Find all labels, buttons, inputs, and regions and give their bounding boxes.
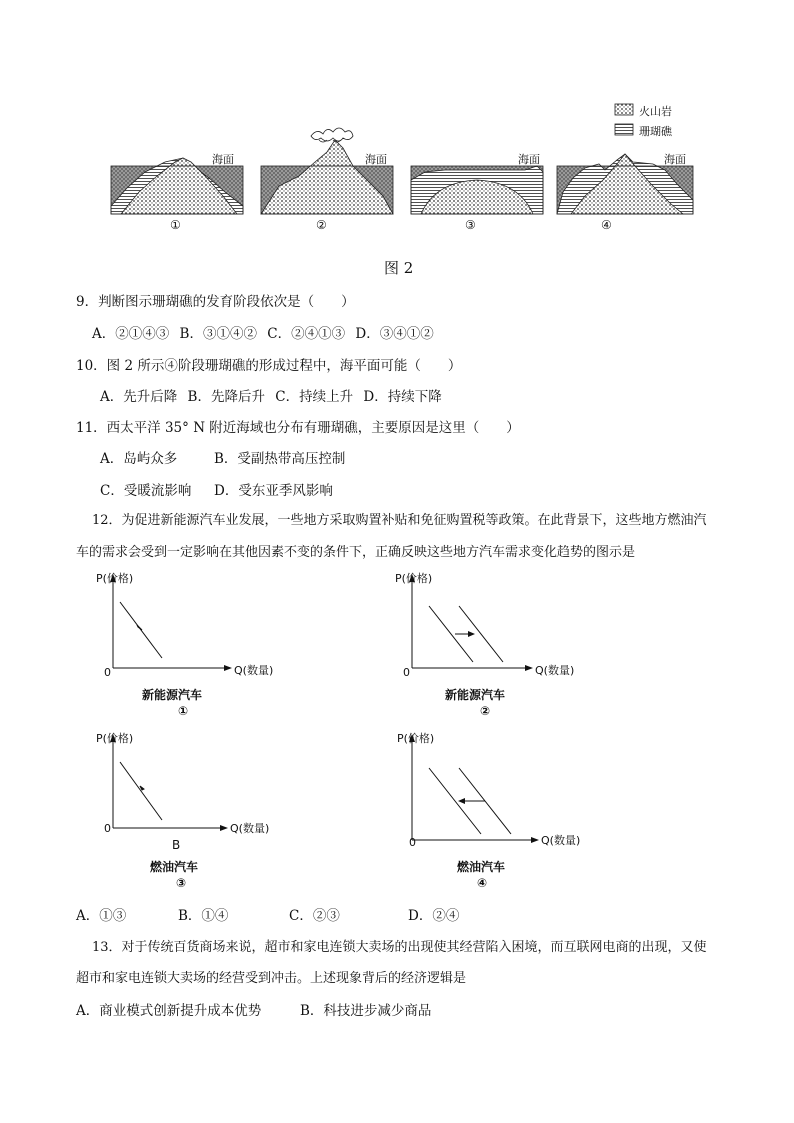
graph-number: ①: [178, 704, 189, 718]
panel-2: [261, 128, 393, 214]
graph-title: 新能源汽车: [445, 688, 506, 702]
legend-coral-swatch: [615, 124, 633, 135]
graph-number: ②: [480, 704, 491, 718]
graph-title: 新能源汽车: [142, 688, 203, 702]
option-b[interactable]: B．科技进步减少商品: [300, 1003, 432, 1019]
sea-level-label: 海面: [365, 153, 387, 166]
option-c[interactable]: C．持续上升: [275, 389, 354, 405]
option-c[interactable]: C．②③: [289, 908, 340, 924]
x-axis-label: Q(数量): [535, 664, 575, 677]
option-c[interactable]: C．受暖流影响: [100, 483, 192, 499]
graph-number: ③: [176, 876, 187, 890]
legend-coral-label: 珊瑚礁: [639, 125, 672, 138]
option-d[interactable]: D．③④①②: [355, 326, 434, 342]
graph-title: 燃油汽车: [150, 860, 199, 874]
panel-label: ④: [601, 218, 612, 232]
option-a[interactable]: A．先升后降: [100, 389, 178, 405]
graph-title: 燃油汽车: [457, 860, 506, 874]
sea-level-label: 海面: [518, 153, 540, 166]
sea-level-label: 海面: [664, 153, 686, 166]
option-d[interactable]: D．受东亚季风影响: [214, 483, 333, 499]
legend-volcanic-swatch: [615, 104, 633, 115]
option-a[interactable]: A．①③: [76, 908, 127, 924]
graph-number: ④: [477, 876, 488, 890]
option-d[interactable]: D．②④: [408, 908, 460, 924]
question-10-options: [100, 385, 448, 405]
question-13-stem-line1: 13．对于传统百货商场来说，超市和家电连锁大卖场的出现使其经营陷入困境，而互联网电商的出现，又使: [92, 940, 707, 955]
option-a[interactable]: A．岛屿众多: [100, 451, 178, 467]
panel-label: ③: [465, 218, 476, 232]
x-axis-label: Q(数量): [234, 664, 274, 677]
sea-level-label: 海面: [212, 153, 234, 166]
x-axis-label: Q(数量): [541, 834, 581, 847]
panel-label: ②: [316, 218, 327, 232]
question-12-stem-line1: 12．为促进新能源汽车业发展，一些地方采取购置补贴和免征购置税等政策。在此背景下，这些地方燃油汽: [92, 513, 707, 528]
option-d[interactable]: D．持续下降: [363, 389, 442, 405]
question-12-stem-line2: 车的需求会受到一定影响在其他因素不变的条件下，正确反映这些地方汽车需求变化趋势的图示是: [76, 545, 636, 560]
question-11-stem: 11．西太平洋 35° N 附近海域也分布有珊瑚礁，主要原因是这里（ ）: [76, 420, 520, 436]
demand-graph-3: [96, 728, 296, 893]
origin-label: 0: [403, 666, 410, 679]
option-a[interactable]: A．②①④③: [92, 326, 170, 342]
option-b[interactable]: B．先降后升: [187, 389, 265, 405]
origin-label: 0: [104, 666, 111, 679]
panel-3: [411, 166, 543, 214]
question-9-stem: 9．判断图示珊瑚礁的发育阶段依次是（ ）: [76, 294, 355, 310]
question-13-stem-line2: 超市和家电连锁大卖场的经营受到冲击。上述现象背后的经济逻辑是: [76, 971, 467, 986]
y-axis-label: P(价格): [397, 732, 435, 745]
question-10-stem: 10．图 2 所示④阶段珊瑚礁的形成过程中，海平面可能（ ）: [76, 358, 462, 374]
option-a[interactable]: A．商业模式创新提升成本优势: [76, 1003, 262, 1019]
legend-volcanic-label: 火山岩: [639, 105, 672, 118]
option-b[interactable]: B．③①④②: [179, 326, 257, 342]
origin-label: 0: [409, 836, 416, 849]
x-axis-label: Q(数量): [230, 822, 270, 835]
figure-2: [105, 96, 705, 236]
figure-caption: 图 2: [384, 259, 414, 277]
origin-label: 0: [104, 822, 111, 835]
coral-reef-diagram: [105, 96, 705, 236]
panel-label: ①: [170, 218, 181, 232]
point-b-label: B: [172, 838, 181, 852]
y-axis-label: P(价格): [96, 572, 134, 585]
y-axis-label: P(价格): [96, 732, 134, 745]
option-b[interactable]: B．受副热带高压控制: [214, 451, 346, 467]
y-axis-label: P(价格): [395, 572, 433, 585]
demand-graph-2: [395, 568, 605, 718]
question-9-options: [92, 322, 440, 342]
option-c[interactable]: C．②④①③: [267, 326, 346, 342]
demand-graph-1: [96, 568, 296, 718]
option-b[interactable]: B．①④: [178, 908, 229, 924]
demand-graph-4: [395, 728, 605, 893]
